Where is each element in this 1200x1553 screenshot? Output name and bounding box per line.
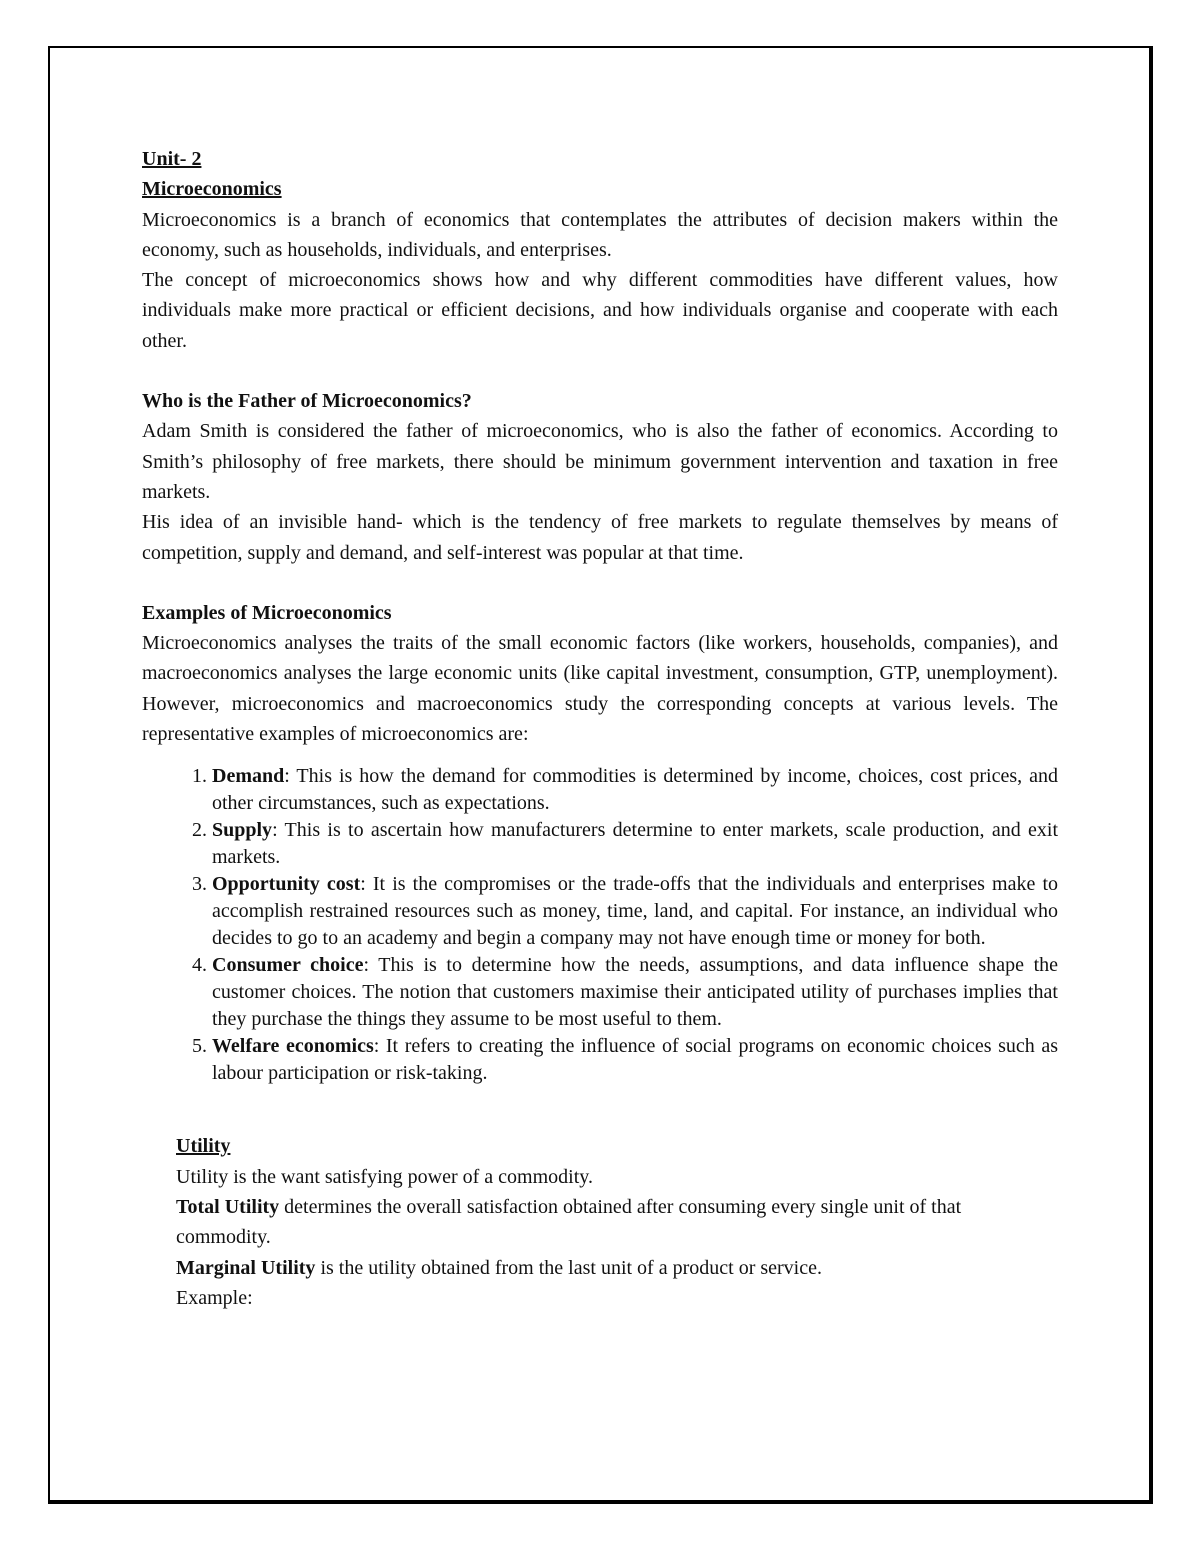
total-utility-text: determines the overall satisfaction obtained after consuming every single unit of that commodity. (176, 1195, 962, 1249)
list-item (212, 952, 1058, 1033)
marginal-utility-paragraph (176, 1253, 1058, 1283)
microeconomics-paragraph-2: The concept of microeconomics shows how and why different commodities have different values, how individuals make more practical or efficient decisions, and how individuals organise and cooperate with each other. (142, 269, 1058, 352)
utility-heading: Utility (176, 1135, 231, 1158)
list-item (212, 763, 1058, 817)
list-item-text: : This is to ascertain how manufacturers determine to enter markets, scale production, and exit markets. (212, 819, 1058, 869)
document-body (142, 144, 1058, 1313)
list-item-text: : This is how the demand for commodities is determined by income, choices, cost prices, and other circumstances, such as expectations. (212, 765, 1058, 815)
list-item-term: Welfare economics (212, 1035, 374, 1058)
list-item-term: Supply (212, 819, 273, 842)
father-heading: Who is the Father of Microeconomics? (142, 390, 472, 413)
list-item (212, 817, 1058, 871)
father-paragraph-1: Adam Smith is considered the father of microeconomics, who is also the father of economics. According to Smith’s philosophy of free markets, there should be minimum government intervention and taxation in free markets. (142, 420, 1058, 503)
marginal-utility-text: is the utility obtained from the last unit of a product or service. (315, 1256, 822, 1279)
list-item-text: : It is the compromises or the trade-offs that the individuals and enterprises make to accomplish restrained resources such as money, time, land, and capital. For instance, an individual who decides to go to an academy and begin a company may not have enough time or money for both. (212, 873, 1058, 950)
list-item (212, 1033, 1058, 1087)
utility-definition: Utility is the want satisfying power of a commodity. (176, 1165, 593, 1188)
unit-title: Unit- 2 (142, 148, 202, 170)
examples-heading: Examples of Microeconomics (142, 601, 392, 624)
list-item-text: : This is to determine how the needs, assumptions, and data influence shape the customer choices. The notion that customers maximise their anticipated utility of purchases implies that they purchase the things they assume to be most useful to them. (212, 954, 1059, 1031)
total-utility-term: Total Utility (176, 1195, 280, 1218)
list-item (212, 871, 1058, 952)
microeconomics-heading: Microeconomics (142, 178, 282, 201)
examples-list (142, 763, 1058, 1087)
list-item-term: Opportunity cost (212, 873, 361, 896)
father-paragraph-2: His idea of an invisible hand- which is the tendency of free markets to regulate themselves by means of competition, supply and demand, and self-interest was popular at that time. (142, 511, 1058, 564)
list-item-text: : It refers to creating the influence of social programs on economic choices such as labour participation or risk-taking. (212, 1035, 1058, 1085)
utility-section (176, 1131, 1058, 1313)
example-label: Example: (176, 1286, 253, 1309)
marginal-utility-term: Marginal Utility (176, 1256, 316, 1279)
list-item-term: Demand (212, 765, 285, 788)
total-utility-paragraph (176, 1192, 1058, 1253)
microeconomics-paragraph-1: Microeconomics is a branch of economics that contemplates the attributes of decision makers within the economy, such as households, individuals, and enterprises. (142, 208, 1058, 261)
list-item-term: Consumer choice (212, 954, 364, 977)
examples-paragraph: Microeconomics analyses the traits of the small economic factors (like workers, households, companies), and macroeconomics analyses the large economic units (like capital investment, consumption, GTP, unemployment). However, microeconomics and macroeconomics study the corresponding concepts at various levels. The representative examples of microeconomics are: (142, 632, 1058, 746)
